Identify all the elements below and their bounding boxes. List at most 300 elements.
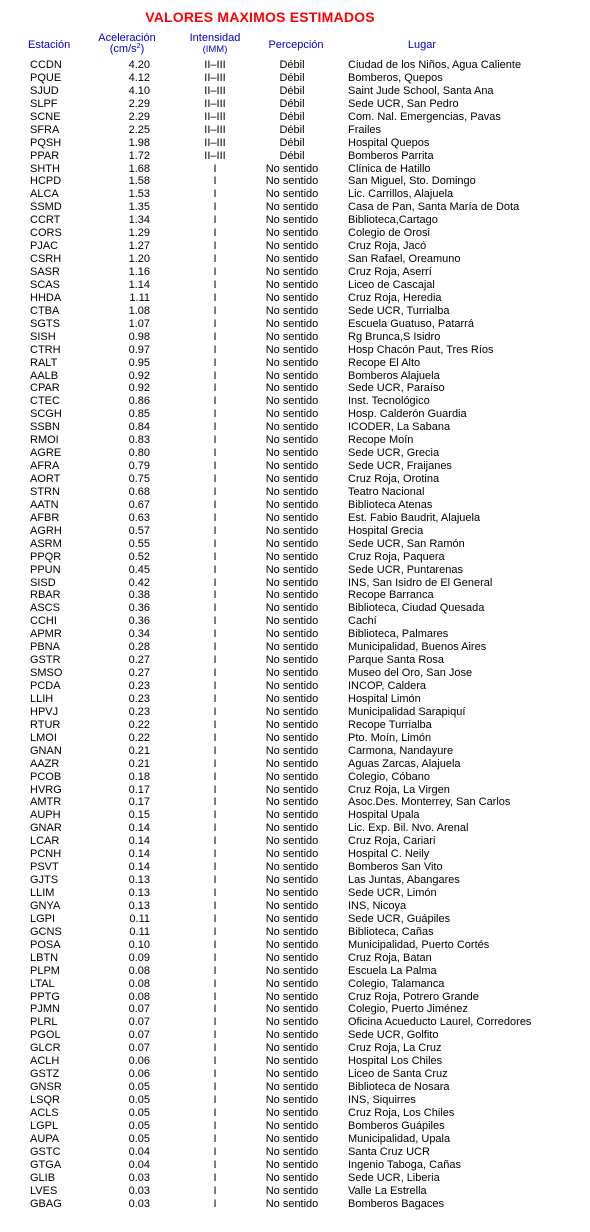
acceleration-cell: 0.36 xyxy=(128,615,150,628)
location-cell: Colegio, Cóbano xyxy=(348,770,430,783)
location-cell: ICODER, La Sabana xyxy=(348,421,451,434)
perception-cell: No sentido xyxy=(265,680,319,692)
location-cell: Bomberos, Quepos xyxy=(348,71,443,84)
perception-cell: No sentido xyxy=(265,576,319,589)
location-cell: Colegio de Orosi xyxy=(348,227,430,240)
location-cell: INS, San Isidro de El General xyxy=(348,576,493,589)
table-row xyxy=(0,822,590,835)
acceleration-cell: 0.13 xyxy=(128,899,150,912)
intensity-cell: I xyxy=(213,757,217,770)
station-code-cell: CCDN xyxy=(30,59,62,71)
table-row xyxy=(0,499,590,512)
location-cell: Parque Santa Rosa xyxy=(348,654,445,667)
perception-cell: No sentido xyxy=(265,395,319,408)
perception-cell: No sentido xyxy=(265,744,319,757)
station-code-cell: CCHI xyxy=(30,615,57,628)
location-cell: Sede UCR, Grecia xyxy=(348,447,440,460)
acceleration-cell: 0.57 xyxy=(128,524,150,537)
perception-cell: No sentido xyxy=(265,537,319,550)
station-code-cell: LVES xyxy=(30,1184,58,1197)
table-row xyxy=(0,1146,590,1159)
acceleration-cell: 0.27 xyxy=(128,667,150,680)
location-cell: Sede UCR, Turrialba xyxy=(348,304,450,317)
acceleration-cell: 0.42 xyxy=(128,576,150,589)
intensity-cell: I xyxy=(213,369,217,382)
acceleration-cell: 0.83 xyxy=(128,434,150,447)
table-row xyxy=(0,227,590,240)
intensity-cell: I xyxy=(213,291,217,304)
perception-cell: No sentido xyxy=(265,809,319,822)
location-cell: Cruz Roja, La Cruz xyxy=(348,1042,442,1055)
acceleration-cell: 0.22 xyxy=(128,718,150,731)
intensity-cell: II–III xyxy=(204,123,226,136)
location-cell: Municipalidad, Upala xyxy=(348,1132,451,1145)
intensity-cell: I xyxy=(213,654,217,667)
intensity-cell: I xyxy=(213,874,217,887)
intensity-cell: I xyxy=(213,783,217,796)
table-row xyxy=(0,253,590,266)
location-cell: Est. Fabio Baudrit, Alajuela xyxy=(348,511,481,524)
intensity-cell: I xyxy=(213,925,217,938)
intensity-cell: I xyxy=(213,1042,217,1055)
station-code-cell: AGRE xyxy=(30,447,62,460)
intensity-cell: I xyxy=(213,1055,217,1068)
intensity-cell: I xyxy=(213,899,217,912)
acceleration-cell: 0.97 xyxy=(128,343,150,356)
location-cell: Sede UCR, Guápiles xyxy=(348,912,451,925)
intensity-cell: II–III xyxy=(204,149,226,162)
intensity-cell: I xyxy=(213,1171,217,1184)
perception-cell: No sentido xyxy=(265,291,319,304)
table-row xyxy=(0,978,590,991)
station-code-cell: SASR xyxy=(30,266,60,278)
station-code-cell: LLIM xyxy=(30,887,55,899)
acceleration-cell: 1.27 xyxy=(128,240,150,253)
perception-cell: No sentido xyxy=(265,718,319,731)
table-row xyxy=(0,1094,590,1107)
perception-cell: Débil xyxy=(279,110,305,123)
station-code-cell: APMR xyxy=(30,628,62,641)
station-code-cell: PQSH xyxy=(30,136,62,149)
table-row xyxy=(0,279,590,292)
perception-cell: Débil xyxy=(279,136,305,149)
station-code-cell: PLRL xyxy=(30,1016,58,1029)
perception-cell: No sentido xyxy=(265,628,319,641)
acceleration-cell: 1.11 xyxy=(129,291,150,304)
station-code-cell: LSQR xyxy=(30,1094,60,1106)
station-code-cell: PGOL xyxy=(30,1029,61,1042)
perception-cell: No sentido xyxy=(265,473,319,485)
location-cell: Cruz Roja, Paquera xyxy=(348,550,445,563)
station-code-cell: AATN xyxy=(30,498,59,511)
table-row xyxy=(0,111,590,124)
table-row xyxy=(0,150,590,163)
intensity-cell: I xyxy=(213,912,217,925)
station-code-cell: AAZR xyxy=(30,757,60,770)
station-code-cell: LLIH xyxy=(30,692,54,705)
acceleration-cell: 1.98 xyxy=(128,136,150,149)
acceleration-cell: 0.08 xyxy=(128,964,150,977)
table-row xyxy=(0,124,590,137)
table-row xyxy=(0,835,590,848)
perception-cell: No sentido xyxy=(265,1042,319,1055)
perception-cell: Débil xyxy=(279,84,305,97)
table-row xyxy=(0,1159,590,1172)
intensity-cell: I xyxy=(213,524,217,537)
intensity-cell: I xyxy=(213,1003,217,1016)
station-code-cell: SGTS xyxy=(30,317,60,330)
station-code-cell: GNAN xyxy=(30,744,62,757)
station-code-cell: CSRH xyxy=(30,253,62,266)
table-row xyxy=(0,887,590,900)
acceleration-cell: 0.85 xyxy=(128,408,150,421)
station-code-cell: SFRA xyxy=(30,123,60,136)
acceleration-cell: 0.38 xyxy=(128,589,150,602)
location-cell: Colegio, Talamanca xyxy=(348,977,445,990)
perception-cell: Débil xyxy=(279,123,305,136)
perception-cell: No sentido xyxy=(265,343,319,356)
location-cell: Santa Cruz UCR xyxy=(348,1145,430,1158)
intensity-cell: II–III xyxy=(204,110,226,123)
station-code-cell: LBTN xyxy=(30,951,59,964)
intensity-cell: I xyxy=(213,240,217,253)
acceleration-cell: 0.55 xyxy=(128,537,150,550)
perception-cell: No sentido xyxy=(265,964,319,977)
header-aceleracion xyxy=(88,33,166,55)
table-row xyxy=(0,615,590,628)
acceleration-cell: 0.22 xyxy=(128,731,150,744)
station-code-cell: HVRG xyxy=(30,783,62,796)
acceleration-cell: 1.35 xyxy=(128,201,150,214)
acceleration-cell: 0.23 xyxy=(128,680,150,692)
intensity-cell: I xyxy=(213,253,217,266)
station-code-cell: PCOB xyxy=(30,770,62,783)
table-row xyxy=(0,59,590,72)
location-cell: Casa de Pan, Santa María de Dota xyxy=(348,201,520,214)
table-row xyxy=(0,344,590,357)
acceleration-cell: 1.07 xyxy=(128,317,150,330)
perception-cell: No sentido xyxy=(265,162,319,175)
intensity-cell: I xyxy=(213,473,217,485)
location-cell: Carmona, Nandayure xyxy=(348,744,454,757)
acceleration-cell: 1.16 xyxy=(128,266,150,278)
perception-cell: Débil xyxy=(279,97,305,110)
acceleration-cell: 1.14 xyxy=(128,278,150,291)
location-cell: Cruz Roja, Batan xyxy=(348,951,432,964)
station-code-cell: HPVJ xyxy=(30,705,59,718)
table-row xyxy=(0,1120,590,1133)
intensity-cell: I xyxy=(213,718,217,731)
station-code-cell: GJTS xyxy=(30,874,59,887)
intensity-cell: I xyxy=(213,861,217,874)
perception-cell: No sentido xyxy=(265,692,319,705)
station-code-cell: LMOI xyxy=(30,731,57,744)
station-code-cell: CTRH xyxy=(30,343,61,356)
intensity-cell: II–III xyxy=(204,71,226,84)
station-code-cell: GTGA xyxy=(30,1158,62,1171)
location-cell: Sede UCR, Liberia xyxy=(348,1171,440,1184)
perception-cell: No sentido xyxy=(265,770,319,783)
location-cell: Valle La Estrella xyxy=(348,1184,427,1197)
intensity-cell: I xyxy=(213,887,217,899)
acceleration-cell: 0.03 xyxy=(128,1184,150,1197)
intensity-cell: I xyxy=(213,175,217,188)
acceleration-cell: 0.07 xyxy=(128,1003,150,1016)
acceleration-cell: 0.21 xyxy=(128,744,150,757)
acceleration-cell: 0.11 xyxy=(129,925,150,938)
table-row xyxy=(0,952,590,965)
table-row xyxy=(0,900,590,913)
location-cell: Lic. Carrillos, Alajuela xyxy=(348,188,454,201)
location-cell: Municipalidad, Puerto Cortés xyxy=(348,938,490,951)
perception-cell: No sentido xyxy=(265,201,319,214)
perception-cell: No sentido xyxy=(265,1016,319,1029)
acceleration-cell: 1.29 xyxy=(128,227,150,240)
intensity-cell: I xyxy=(213,356,217,369)
table-row xyxy=(0,421,590,434)
station-code-cell: SMSO xyxy=(30,667,63,680)
table-row xyxy=(0,589,590,602)
location-cell: INS, Nicoya xyxy=(348,899,407,912)
station-code-cell: SSBN xyxy=(30,421,60,434)
acceleration-cell: 0.18 xyxy=(128,770,150,783)
location-cell: INCOP, Caldera xyxy=(348,680,427,692)
station-code-cell: SJUD xyxy=(30,84,59,97)
station-code-cell: SCAS xyxy=(30,278,60,291)
acceleration-cell: 0.04 xyxy=(128,1145,150,1158)
intensity-cell: I xyxy=(213,485,217,498)
table-row xyxy=(0,551,590,564)
table-row xyxy=(0,395,590,408)
intensity-cell: I xyxy=(213,421,217,434)
perception-cell: No sentido xyxy=(265,317,319,330)
station-code-cell: LGPL xyxy=(30,1119,59,1132)
station-code-cell: GNSR xyxy=(30,1081,62,1094)
station-code-cell: GNYA xyxy=(30,899,61,912)
table-row xyxy=(0,874,590,887)
table-row xyxy=(0,98,590,111)
acceleration-cell: 0.92 xyxy=(128,369,150,382)
acceleration-cell: 0.98 xyxy=(128,330,150,343)
table-row xyxy=(0,163,590,176)
acceleration-cell: 0.06 xyxy=(128,1055,150,1068)
intensity-cell: I xyxy=(213,602,217,615)
acceleration-cell: 0.07 xyxy=(128,1029,150,1042)
perception-cell: No sentido xyxy=(265,835,319,848)
acceleration-cell: 0.23 xyxy=(128,705,150,718)
location-cell: Liceo de Cascajal xyxy=(348,278,435,291)
station-code-cell: GNAR xyxy=(30,822,62,835)
perception-cell: No sentido xyxy=(265,938,319,951)
location-cell: Bomberos Parrita xyxy=(348,149,434,162)
station-code-cell: CORS xyxy=(30,227,62,240)
intensity-cell: I xyxy=(213,343,217,356)
perception-cell: No sentido xyxy=(265,861,319,874)
station-code-cell: GCNS xyxy=(30,925,62,938)
intensity-cell: I xyxy=(213,576,217,589)
station-code-cell: HCPD xyxy=(30,175,62,188)
station-code-cell: GSTR xyxy=(30,654,61,667)
location-cell: Escuela Guatuso, Patarrá xyxy=(348,317,474,330)
intensity-cell: I xyxy=(213,201,217,214)
table-row xyxy=(0,719,590,732)
station-code-cell: CTEC xyxy=(30,395,60,408)
location-cell: Lic. Exp. Bil. Nvo. Arenal xyxy=(348,822,469,835)
perception-cell: No sentido xyxy=(265,1132,319,1145)
location-cell: Ciudad de los Niños, Agua Caliente xyxy=(348,59,522,71)
station-code-cell: CTBA xyxy=(30,304,60,317)
intensity-cell: I xyxy=(213,796,217,809)
table-row xyxy=(0,602,590,615)
location-cell: Biblioteca de Nosara xyxy=(348,1081,450,1094)
perception-cell: No sentido xyxy=(265,460,319,473)
location-cell: Saint Jude School, Santa Ana xyxy=(348,84,494,97)
header-estacion: Estación xyxy=(28,39,71,51)
table-row xyxy=(0,434,590,447)
acceleration-cell: 4.10 xyxy=(128,84,150,97)
location-cell: Oficina Acueducto Laurel, Corredores xyxy=(348,1016,532,1029)
location-cell: Sede UCR, San Pedro xyxy=(348,97,459,110)
perception-cell: No sentido xyxy=(265,615,319,628)
intensity-cell: I xyxy=(213,537,217,550)
perception-cell: No sentido xyxy=(265,498,319,511)
intensity-cell: I xyxy=(213,498,217,511)
location-cell: Bomberos Alajuela xyxy=(348,369,440,382)
station-code-cell: ALCA xyxy=(30,188,59,201)
acceleration-cell: 0.04 xyxy=(128,1158,150,1171)
station-code-cell: PCDA xyxy=(30,680,61,692)
intensity-cell: I xyxy=(213,1094,217,1106)
table-row xyxy=(0,1003,590,1016)
header-aceleracion-unit: $(cm/s^2)$ xyxy=(109,42,145,55)
perception-cell: No sentido xyxy=(265,1184,319,1197)
station-code-cell: SLPF xyxy=(30,97,58,110)
location-cell: Cruz Roja, La Virgen xyxy=(348,783,450,796)
location-cell: Pto. Moín, Limón xyxy=(348,731,432,744)
perception-cell: No sentido xyxy=(265,796,319,809)
perception-cell: No sentido xyxy=(265,434,319,447)
acceleration-cell: 0.84 xyxy=(128,421,150,434)
intensity-cell: I xyxy=(213,188,217,201)
acceleration-cell: 0.95 xyxy=(128,356,150,369)
intensity-cell: I xyxy=(213,809,217,822)
location-cell: Cachí xyxy=(348,615,377,628)
table-row xyxy=(0,357,590,370)
table-row xyxy=(0,732,590,745)
table-row xyxy=(0,628,590,641)
table-row xyxy=(0,72,590,85)
table-row xyxy=(0,538,590,551)
location-cell: Sede UCR, Paraíso xyxy=(348,382,445,395)
station-code-cell: SHTH xyxy=(30,162,60,175)
table-row xyxy=(0,408,590,421)
table-row xyxy=(0,460,590,473)
acceleration-cell: 0.34 xyxy=(128,628,150,641)
acceleration-cell: 1.34 xyxy=(128,214,150,227)
acceleration-cell: 1.58 xyxy=(128,175,150,188)
location-cell: Com. Nal. Emergencias, Pavas xyxy=(348,110,501,123)
location-cell: Aguas Zarcas, Alajuela xyxy=(348,757,461,770)
location-cell: Biblioteca, Cañas xyxy=(348,925,434,938)
station-code-cell: PSVT xyxy=(30,861,59,874)
location-cell: Bomberos Guápiles xyxy=(348,1119,445,1132)
header-intensidad-sub: (IMM) xyxy=(202,44,228,55)
table-row xyxy=(0,577,590,590)
perception-cell: No sentido xyxy=(265,589,319,602)
intensity-cell: I xyxy=(213,1119,217,1132)
intensity-cell: I xyxy=(213,304,217,317)
station-code-cell: GLCR xyxy=(30,1042,61,1055)
acceleration-cell: 2.25 xyxy=(128,123,150,136)
perception-cell: No sentido xyxy=(265,447,319,460)
perception-cell: No sentido xyxy=(265,511,319,524)
perception-cell: No sentido xyxy=(265,1106,319,1119)
table-row xyxy=(0,564,590,577)
table-row xyxy=(0,1055,590,1068)
intensity-cell: I xyxy=(213,990,217,1003)
station-code-cell: SISH xyxy=(30,330,56,343)
perception-cell: No sentido xyxy=(265,1171,319,1184)
acceleration-cell: 0.52 xyxy=(128,550,150,563)
station-code-cell: LTAL xyxy=(30,977,55,990)
location-cell: Sede UCR, Limón xyxy=(348,887,437,899)
perception-cell: No sentido xyxy=(265,1081,319,1094)
acceleration-cell: 0.86 xyxy=(128,395,150,408)
intensity-cell: I xyxy=(213,641,217,654)
intensity-cell: I xyxy=(213,1106,217,1119)
table-row xyxy=(0,370,590,383)
location-cell: Rg Brunca,S Isidro xyxy=(348,330,441,343)
perception-cell: No sentido xyxy=(265,1029,319,1042)
table-row xyxy=(0,1029,590,1042)
acceleration-cell: 2.29 xyxy=(128,110,150,123)
station-code-cell: AORT xyxy=(30,473,61,485)
acceleration-cell: 0.92 xyxy=(128,382,150,395)
acceleration-cell: 0.21 xyxy=(128,757,150,770)
station-code-cell: SCGH xyxy=(30,408,62,421)
perception-cell: No sentido xyxy=(265,524,319,537)
station-code-cell: PJAC xyxy=(30,240,59,253)
location-cell: Liceo de Santa Cruz xyxy=(348,1068,448,1081)
location-cell: Cruz Roja, Potrero Grande xyxy=(348,990,479,1003)
table-row xyxy=(0,1133,590,1146)
intensity-cell: II–III xyxy=(204,84,226,97)
perception-cell: No sentido xyxy=(265,667,319,680)
acceleration-cell: 0.79 xyxy=(128,460,150,473)
table-row xyxy=(0,771,590,784)
acceleration-cell: 0.45 xyxy=(128,563,150,576)
location-cell: Bomberos San Vito xyxy=(348,861,443,874)
location-cell: Clínica de Hatillo xyxy=(348,162,431,175)
intensity-cell: I xyxy=(213,266,217,278)
intensity-cell: I xyxy=(213,1197,217,1210)
station-code-cell: AUPA xyxy=(30,1132,60,1145)
table-row xyxy=(0,861,590,874)
intensity-cell: I xyxy=(213,667,217,680)
table-row xyxy=(0,331,590,344)
station-code-cell: AUPH xyxy=(30,809,61,822)
intensity-cell: I xyxy=(213,1068,217,1081)
location-cell: San Miguel, Sto. Domingo xyxy=(348,175,476,188)
perception-cell: No sentido xyxy=(265,1068,319,1081)
table-row xyxy=(0,240,590,253)
acceleration-cell: 0.23 xyxy=(128,692,150,705)
perception-cell: No sentido xyxy=(265,421,319,434)
location-cell: Recope Moín xyxy=(348,434,414,447)
header-aceleracion-label: Aceleración xyxy=(98,32,156,44)
station-code-cell: ASCS xyxy=(30,602,60,615)
intensity-cell: I xyxy=(213,278,217,291)
